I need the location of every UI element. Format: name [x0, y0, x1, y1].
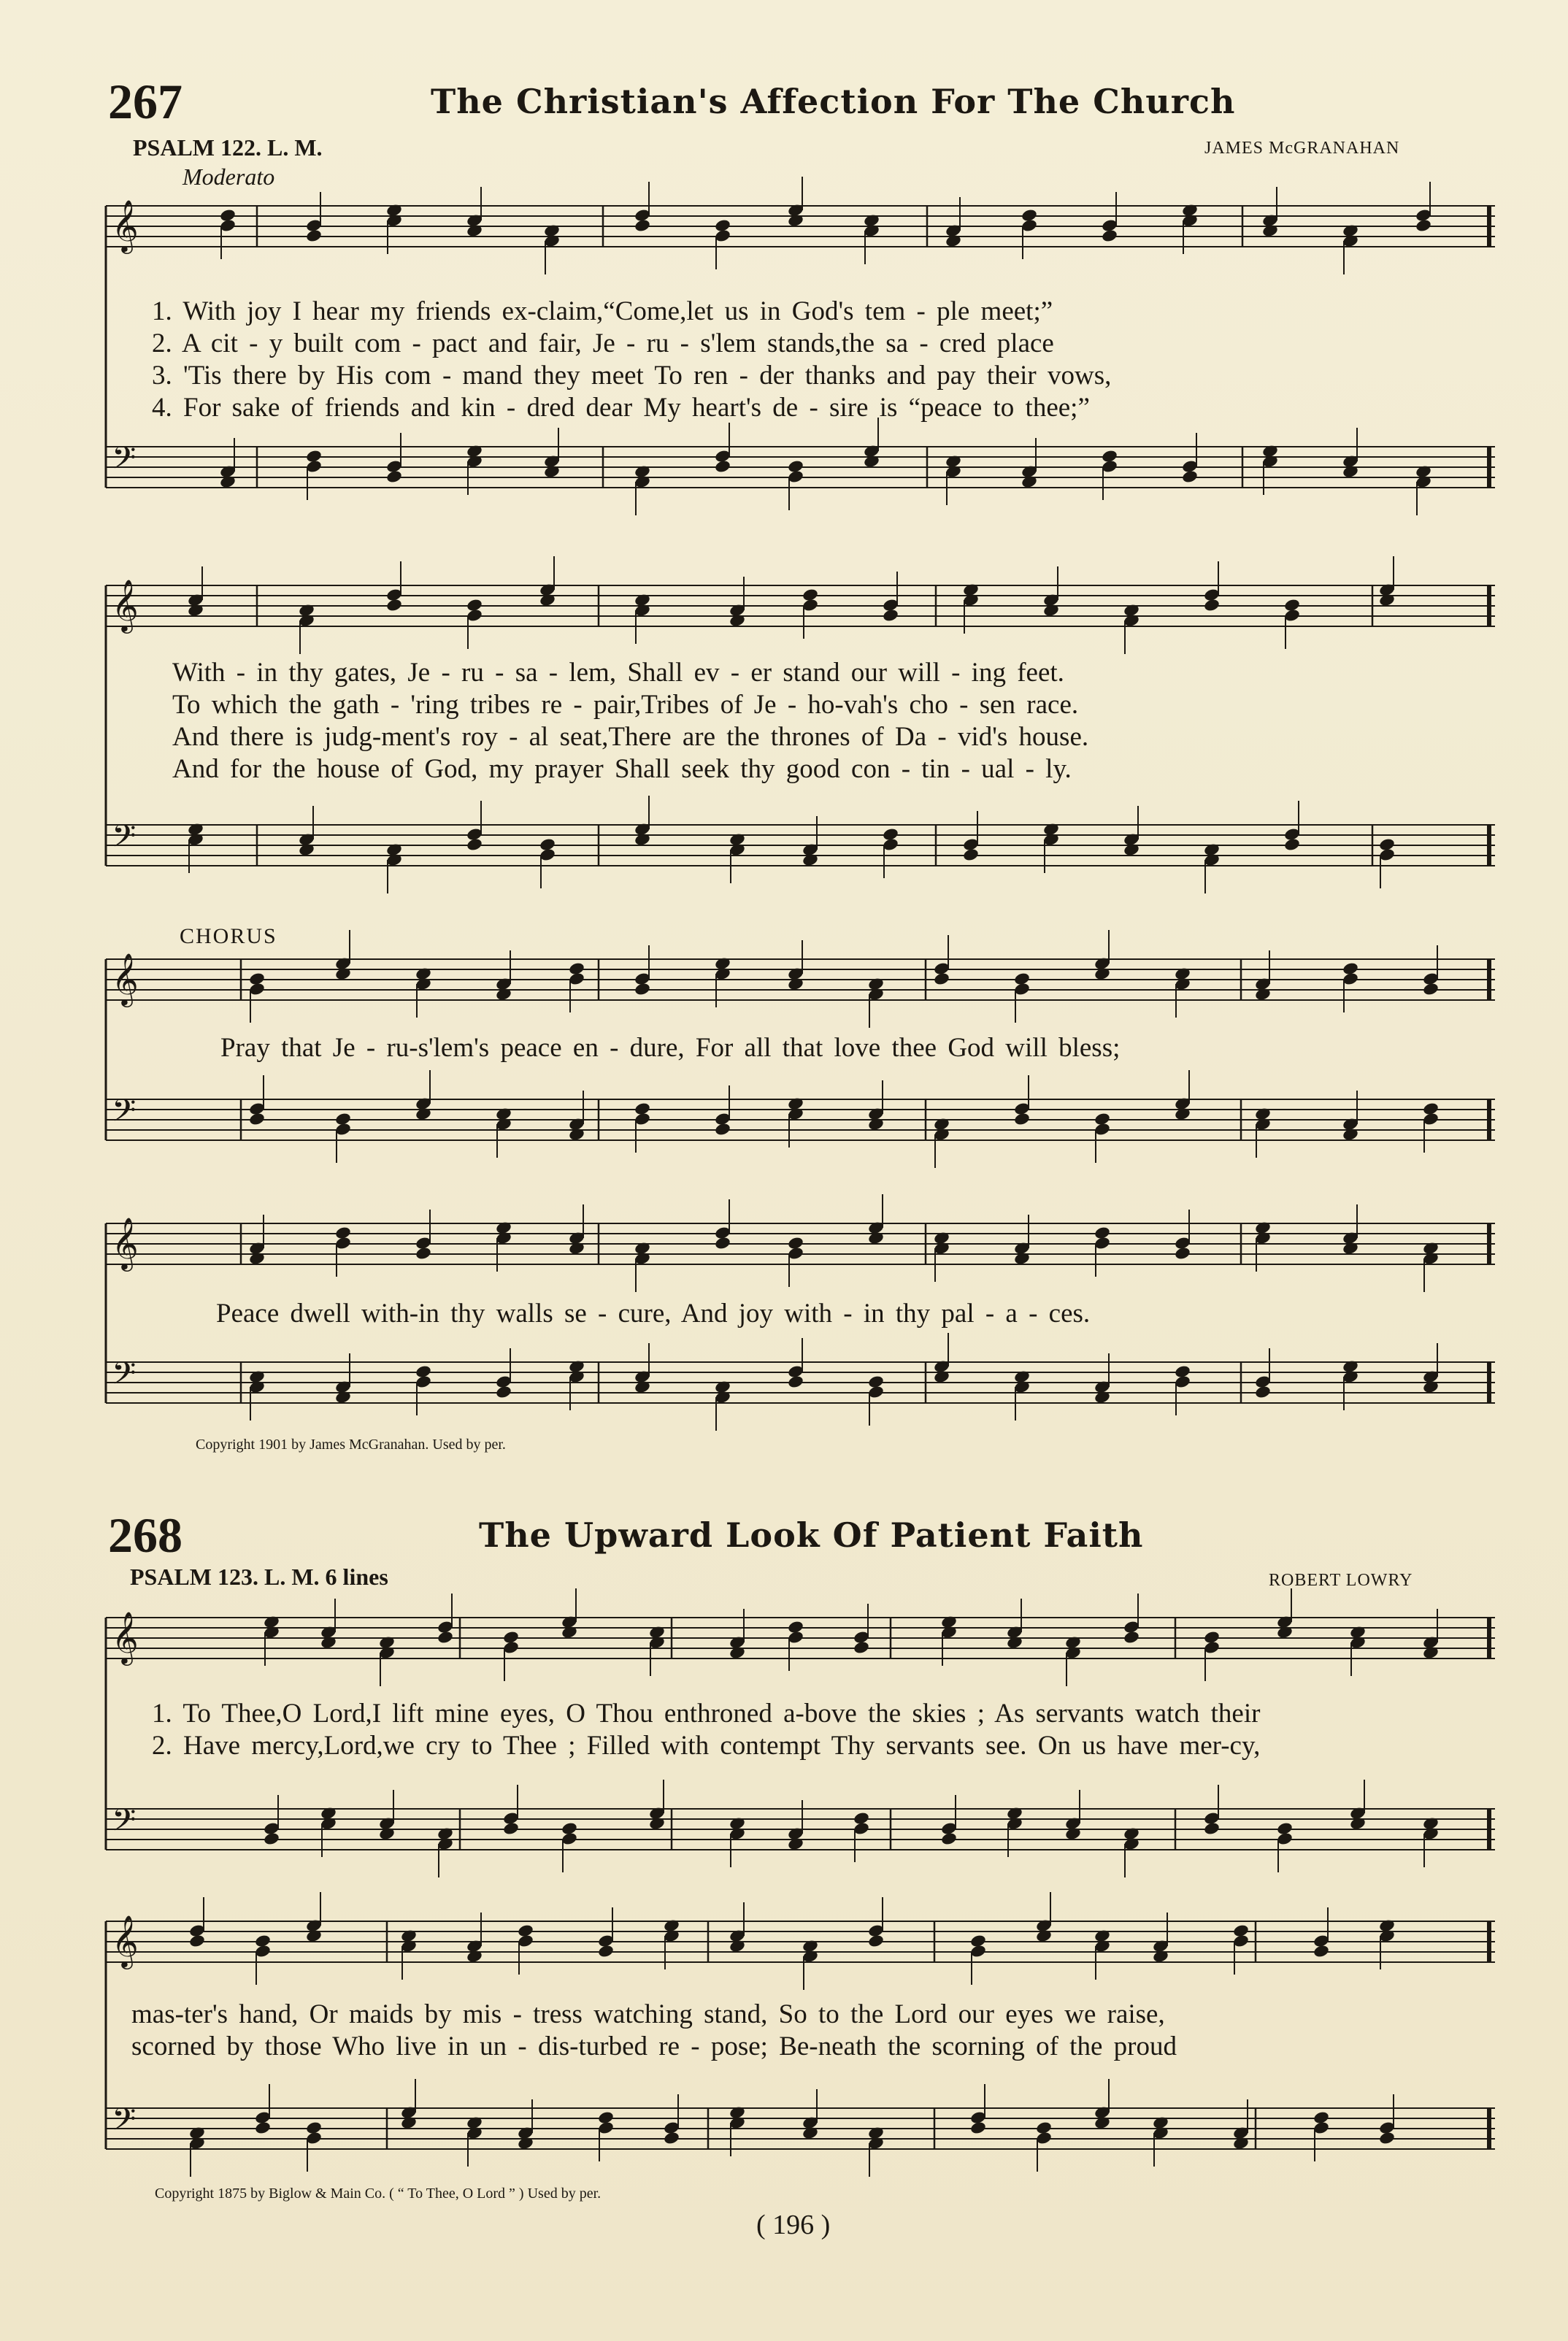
note-head [1123, 1630, 1140, 1645]
verse-line: 1. With joy I hear my friends ex-claim,“Come,let us in God's tem - ple meet;” [152, 296, 1053, 326]
treble-clef-icon: 𝄞 [112, 1914, 139, 1967]
note-head [714, 459, 731, 474]
verse-line: scorned by those Who live in un - dis-turbed re - pose; Be-neath the scorning of the proud [131, 2031, 1177, 2061]
verse-line: With - in thy gates, Je - ru - sa - lem, Shall ev - er stand our will - ing feet. [172, 658, 1064, 688]
note-head [940, 1831, 958, 1846]
treble-clef-icon: 𝄞 [112, 1216, 139, 1269]
note-head [1013, 1112, 1031, 1126]
composer-label: ROBERT LOWRY [1269, 1571, 1413, 1590]
verse-line: 2. A cit - y built com - pact and fair, Je - ru - s'lem stands,the sa - cred place [152, 328, 1054, 358]
note-head [1313, 1944, 1330, 1958]
note-head [634, 982, 651, 996]
note-head [1101, 228, 1118, 243]
bass-clef-icon: 𝄢 [112, 1356, 137, 1399]
note-head [714, 1122, 731, 1137]
note-head [188, 1934, 206, 1948]
treble-clef-icon: 𝄞 [112, 952, 139, 1005]
note-head [1378, 2131, 1396, 2145]
note-head [1283, 837, 1301, 852]
copyright-notice: Copyright 1875 by Biglow & Main Co. ( “ To Thee, O Lord ” ) Used by per. [155, 2186, 602, 2202]
bass-clef-icon: 𝄢 [112, 1802, 137, 1846]
hymn-title: The Upward Look Of Patient Faith [479, 1515, 1144, 1555]
note-head [853, 1640, 870, 1655]
note-head [305, 228, 323, 243]
note-head [597, 1944, 615, 1958]
verse-line: 1. To Thee,O Lord,I lift mine eyes, O Thou enthroned a-bove the skies ; As servants watch their [152, 1699, 1261, 1729]
note-head [1254, 1385, 1272, 1399]
page-number: ( 196 ) [756, 2210, 831, 2240]
note-head [1174, 1246, 1191, 1261]
verse-line: To which the gath - 'ring tribes re - pair,Tribes of Je - ho-vah's cho - sen race. [172, 690, 1079, 720]
note-head [634, 218, 651, 233]
verse-line: 4. For sake of friends and kin - dred dear My heart's de - sire is “peace to thee;” [152, 393, 1090, 423]
note-head [1422, 982, 1440, 996]
note-head [962, 847, 980, 862]
note-head [1203, 1821, 1221, 1836]
note-head [502, 1821, 520, 1836]
note-head [787, 1375, 804, 1389]
hymn-title: The Christian's Affection For The Church [431, 82, 1236, 121]
note-head [663, 2131, 680, 2145]
composer-label: JAMES McGRANAHAN [1204, 139, 1400, 158]
bass-clef-icon: 𝄢 [112, 818, 137, 862]
bass-clef-icon: 𝄢 [112, 1093, 137, 1137]
note-head [969, 2121, 987, 2135]
chorus-line: Pray that Je - ru-s'lem's peace en - dure, For all that love thee God will bless; [220, 1033, 1121, 1063]
note-head [1181, 469, 1199, 484]
bass-clef-icon: 𝄢 [112, 2102, 137, 2145]
verse-line: And there is judg-ment's roy - al seat,There are the thrones of Da - vid's house. [172, 722, 1089, 752]
note-head [415, 1246, 432, 1261]
meter-label: PSALM 123. L. M. 6 lines [130, 1564, 388, 1590]
note-head [437, 1630, 454, 1645]
note-head [933, 972, 950, 986]
note-head [495, 1385, 512, 1399]
verse-line: 3. 'Tis there by His com - mand they meet To ren - der thanks and pay their vows, [152, 361, 1112, 391]
chorus-label: CHORUS [180, 924, 277, 948]
treble-clef-icon: 𝄞 [112, 578, 139, 631]
verse-line: mas-ter's hand, Or maids by mis - tress watching stand, So to the Lord our eyes we raise, [131, 1999, 1165, 2029]
meter-label: PSALM 122. L. M. [133, 134, 323, 161]
note-head [882, 608, 899, 623]
verse-line: And for the house of God, my prayer Shall seek thy good con - tin - ual - ly. [172, 754, 1072, 784]
verse-line: 2. Have mercy,Lord,we cry to Thee ; Filled with contempt Thy servants see. On us have mer-cy, [152, 1731, 1261, 1761]
note-head [385, 598, 403, 612]
tempo-marking: Moderato [182, 164, 275, 190]
note-head [385, 469, 403, 484]
hymn-number: 268 [108, 1507, 182, 1563]
note-head [1415, 218, 1432, 233]
note-head [1203, 598, 1221, 612]
note-head [466, 837, 483, 852]
note-head [248, 1112, 266, 1126]
copyright-notice: Copyright 1901 by James McGranahan. Used by per. [196, 1437, 506, 1453]
chorus-line: Peace dwell with-in thy walls se - cure, And joy with - in thy pal - a - ces. [216, 1299, 1091, 1329]
note-head [714, 1236, 731, 1250]
bass-clef-icon: 𝄢 [112, 440, 137, 484]
treble-clef-icon: 𝄞 [112, 1610, 139, 1664]
hymn-number: 267 [108, 74, 182, 129]
note-head [254, 2121, 272, 2135]
treble-clef-icon: 𝄞 [112, 199, 139, 252]
note-head [867, 1934, 885, 1948]
note-head [263, 1831, 280, 1846]
